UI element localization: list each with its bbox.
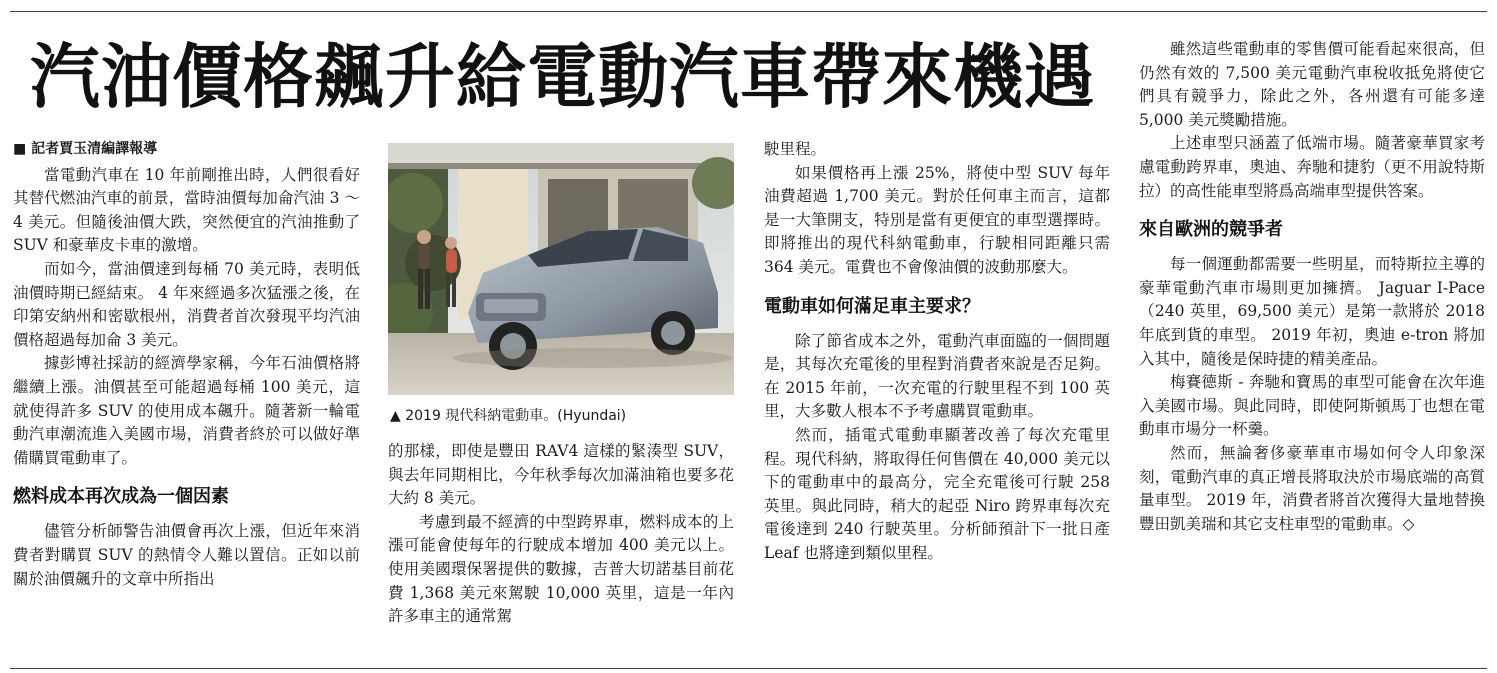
paragraph: 然而，插電式電動車顯著改善了每次充電里程。現代科納，將取得任何售價在 40,000 美元以下的電動車中的最高分，完全充電後可行駛 258 英里。與此同時，稍大的起亞 Niro 跨界車每次充電後達到 240 行駛英里。分析師預計下一批日產 Leaf 也將達到類似里程。: [764, 425, 1110, 562]
paragraph: 的那樣，即使是豐田 RAV4 這樣的緊湊型 SUV，與去年同期相比，今年秋季每次加滿油箱也要多花大約 8 美元。: [388, 442, 734, 508]
paragraph: 儘管分析師警告油價會再次上漲，但近年來消費者對購買 SUV 的熱情令人難以置信。正如以前關於油價飆升的文章中所指出: [13, 522, 360, 588]
article-column-2: [388, 440, 734, 629]
paragraph: 駛里程。: [764, 140, 827, 158]
article-headline: 汽油價格飆升給電動汽車帶來機遇: [30, 36, 1095, 118]
photo-caption: ▲ 2019 現代科納電動車。(Hyundai): [390, 408, 627, 424]
paragraph: 據彭博社採訪的經濟學家稱，今年石油價格將繼續上漲。油價甚至可能超過每桶 100 美元，這就使得許多 SUV 的使用成本飆升。隨著新一輪電動汽車潮流進入美國市場，消費者終於可以做好準備購買電動車了。: [13, 354, 360, 467]
paragraph: 除了節省成本之外，電動汽車面臨的一個問題是，其每次充電後的里程對消費者來說是否足夠。在 2015 年前，一次充電的行駛里程不到 100 英里，大多數人根本不予考慮購買電動車。: [764, 331, 1110, 421]
byline: ■ 記者賈玉清編譯報導: [13, 141, 158, 157]
paragraph: 雖然這些電動車的零售價可能看起來很高，但仍然有效的 7,500 美元電動汽車稅收抵免將使它們具有競爭力，除此之外，各州還有可能多達 5,000 美元獎勵措施。: [1139, 40, 1485, 129]
paragraph: 然而，無論奢侈豪華車市場如何令人印象深刻，電動汽車的真正增長將取決於市場底端的高質量車型。 2019 年，消費者將首次獲得大量地替換豐田凱美瑞和其它支柱車型的電動車。◇: [1139, 443, 1485, 533]
top-rule: [10, 11, 1487, 12]
section-heading: 電動車如何滿足車主要求？: [764, 295, 980, 317]
paragraph: 梅賽德斯 - 奔馳和寶馬的車型可能會在次年進入美國市場。與此同時，即使阿斯頓馬丁也想在電動車市場分一杯羹。: [1139, 373, 1485, 439]
paragraph: 如果價格再上漲 25%，將使中型 SUV 每年油費超過 1,700 美元。對於任何車主而言，這都是一大筆開支，特別是當有更便宜的車型選擇時。即將推出的現代科納電動車，行駛相同距離只需 364 美元。電費也不會像油價的波動那麼大。: [764, 163, 1110, 276]
paragraph: 當電動汽車在 10 年前剛推出時，人們很看好其替代燃油汽車的前景，當時油價每加侖汽油 3 ～ 4 美元。但隨後油價大跌，突然便宜的汽油推動了 SUV 和豪華皮卡車的激增。: [13, 165, 360, 255]
paragraph: 考慮到最不經濟的中型跨界車，燃料成本的上漲可能會使每年的行駛成本增加 400 美元以上。使用美國環保署提供的數據，吉普大切諾基目前花費 1,368 美元來駕駛 10,000 英里，這是一年內許多車主的通常駕: [388, 512, 734, 626]
car-photo: [388, 143, 734, 395]
article-column-3: [764, 138, 1110, 566]
paragraph: 而如今，當油價達到每桶 70 美元時，表明低油價時期已經結束。 4 年來經過多次猛漲之後，在印第安納州和密歇根州，消費者首次發現平均汽油價格超過每加侖 3 美元。: [13, 259, 360, 349]
paragraph: 上述車型只涵蓋了低端市場。隨著豪華買家考慮電動跨界車，奧迪、奔馳和捷豹（更不用說特斯拉）的高性能車型將爲高端車型提供答案。: [1139, 134, 1485, 200]
article-column-1: [13, 138, 360, 591]
section-heading: 來自歐洲的競爭者: [1139, 219, 1283, 241]
bottom-rule: [10, 668, 1487, 669]
article-column-4: [1139, 38, 1485, 536]
section-heading: 燃料成本再次成為一個因素: [13, 486, 229, 508]
paragraph: 每一個運動都需要一些明星，而特斯拉主導的豪華電動汽車市場則更加擁擠。 Jaguar I-Pace（240 英里，69,500 美元）是第一款將於 2018 年底到貨的車型。 2019 年初，奧迪 e-tron 將加入其中，隨後是保時捷的精美產品。: [1139, 255, 1485, 368]
